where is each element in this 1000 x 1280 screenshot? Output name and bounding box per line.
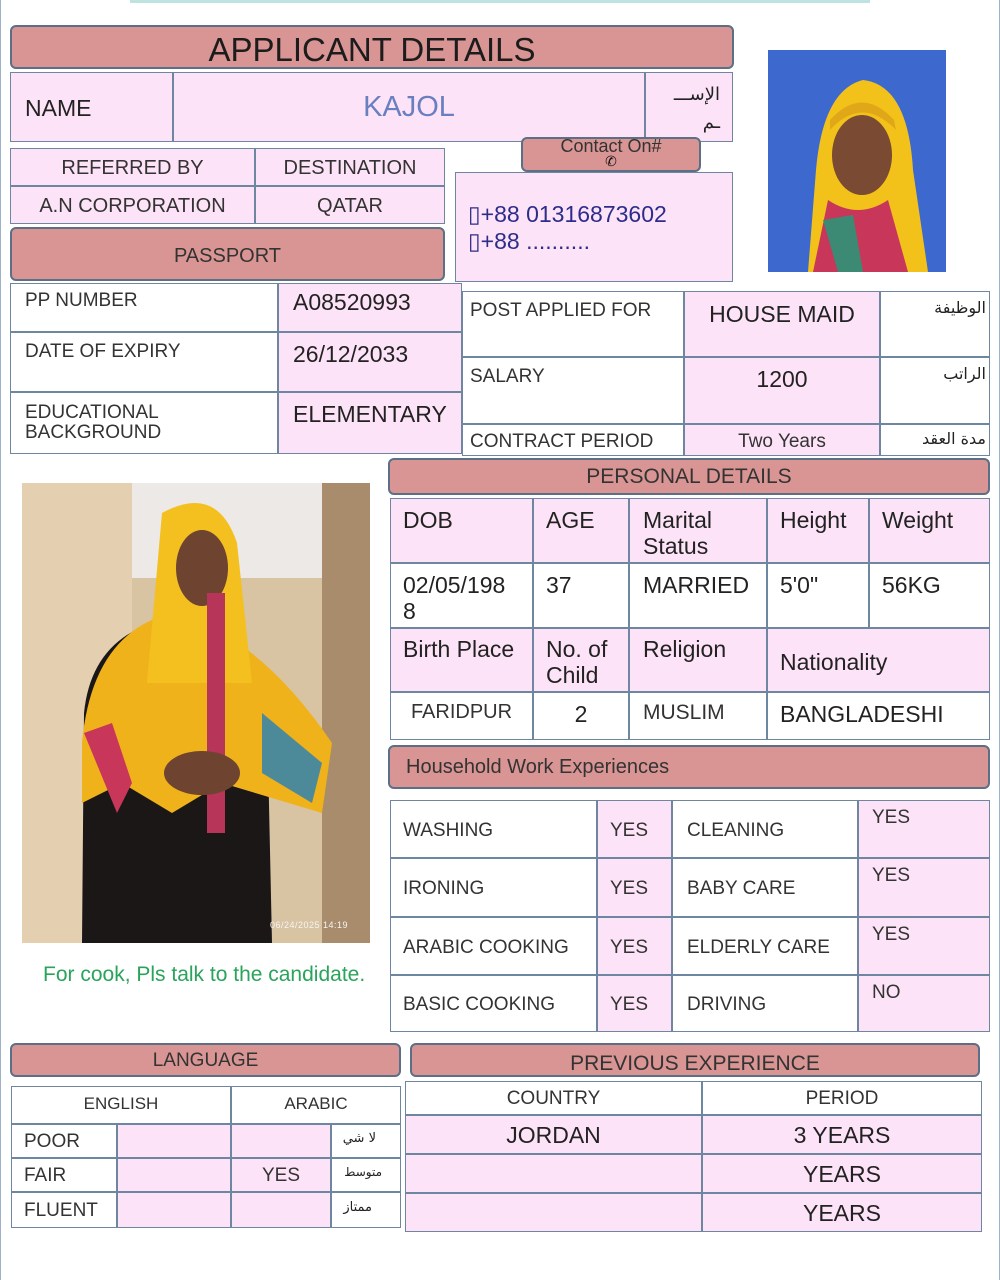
skill-basic-cooking-label: BASIC COOKING — [403, 994, 556, 1015]
dob-value-1: 02/05/198 — [403, 572, 506, 598]
contact-phone-1: ▯+88 01316873602 — [468, 201, 667, 227]
salary-value: 1200 — [756, 366, 808, 392]
previous-period-1: 3 YEARS — [793, 1122, 891, 1148]
contact-box — [455, 172, 733, 282]
contract-label-cell — [462, 424, 684, 456]
salary-label: SALARY — [470, 366, 545, 387]
applicant-passport-photo — [768, 50, 946, 272]
language-row-poor-level — [11, 1124, 117, 1158]
skill-baby-care-label: BABY CARE — [687, 878, 796, 899]
skill-ironing-label: IRONING — [403, 878, 485, 899]
salary-value-cell — [684, 357, 880, 424]
religion-value-cell — [629, 692, 767, 740]
contact-header — [521, 137, 701, 172]
birth-place-value: FARIDPUR — [410, 701, 513, 723]
name-label-cell — [10, 72, 173, 142]
phone-icon: ✆ — [605, 153, 617, 169]
language-poor-arabic-level: لا شي — [342, 1131, 376, 1146]
previous-row-1-country — [405, 1115, 702, 1154]
referred-by-value: A.N CORPORATION — [39, 195, 226, 217]
language-english-label: ENGLISH — [83, 1094, 159, 1113]
household-experience-title: Household Work Experiences — [406, 756, 670, 778]
previous-row-3-period — [702, 1193, 982, 1232]
page-title: APPLICANT DETAILS — [208, 31, 536, 68]
language-fluent-arabic-level: ممتاز — [343, 1200, 372, 1215]
post-arabic-cell — [880, 291, 990, 357]
marital-label-1: Marital — [643, 507, 713, 533]
skill-row-1-a-value — [597, 800, 672, 858]
skill-arabic-cooking-label: ARABIC COOKING — [403, 937, 569, 958]
skill-row-4-a-value — [597, 975, 672, 1032]
education-value: ELEMENTARY — [293, 401, 447, 427]
language-row-poor-english — [117, 1124, 231, 1158]
name-arabic-label: الإســـ ـم — [673, 84, 720, 133]
salary-label-cell — [462, 357, 684, 424]
skill-row-3-b-value — [858, 917, 990, 975]
previous-row-2-period — [702, 1154, 982, 1193]
height-value: 5'0" — [780, 572, 819, 598]
expiry-label-cell — [10, 332, 278, 392]
previous-country-header — [405, 1081, 702, 1115]
language-poor-label: POOR — [24, 1131, 80, 1152]
destination-label-cell — [255, 148, 445, 186]
language-row-poor-ar-level — [331, 1124, 401, 1158]
religion-label-cell — [629, 628, 767, 692]
applicant-name: KAJOL — [363, 91, 455, 123]
skill-baby-care-value: YES — [872, 865, 911, 886]
skill-row-4-b — [672, 975, 858, 1032]
previous-experience-header — [410, 1043, 980, 1077]
language-fluent-label: FLUENT — [24, 1200, 98, 1221]
applicant-details-header — [10, 25, 734, 69]
top-accent — [130, 0, 870, 3]
skill-row-2-b-value — [858, 858, 990, 917]
previous-row-1-period — [702, 1115, 982, 1154]
education-label-2: BACKGROUND — [25, 422, 162, 443]
language-row-fair-ar-level — [331, 1158, 401, 1192]
previous-experience-title: PREVIOUS EXPERIENCE — [570, 1052, 820, 1075]
post-arabic-label: الوظيفة — [934, 298, 986, 317]
nationality-label-cell — [767, 628, 990, 692]
language-row-fair-arabic — [231, 1158, 331, 1192]
nationality-value-cell — [767, 692, 990, 740]
marital-value: MARRIED — [643, 572, 750, 598]
cook-note: For cook, Pls talk to the candidate. — [43, 963, 366, 986]
skill-row-1-a — [390, 800, 597, 858]
destination-value-cell — [255, 186, 445, 224]
contract-value-cell — [684, 424, 880, 456]
age-label: AGE — [546, 507, 595, 533]
skill-cleaning-value: YES — [872, 807, 911, 828]
language-row-fair-level — [11, 1158, 117, 1192]
contract-value: Two Years — [738, 431, 826, 452]
skill-elderly-care-value: YES — [872, 924, 911, 945]
pp-number-value: A08520993 — [293, 289, 411, 315]
age-value-cell — [533, 563, 629, 628]
skill-row-4-b-value — [858, 975, 990, 1032]
height-label-cell — [767, 498, 869, 563]
nationality-label: Nationality — [780, 649, 888, 675]
language-fair-arabic-value: YES — [261, 1165, 301, 1186]
height-label: Height — [780, 507, 847, 533]
language-arabic-header — [231, 1086, 401, 1124]
skill-row-4-a — [390, 975, 597, 1032]
language-arabic-label: ARABIC — [284, 1094, 348, 1113]
education-value-cell — [278, 392, 462, 454]
marital-label-cell — [629, 498, 767, 563]
skill-washing-value: YES — [610, 820, 649, 841]
nationality-value: BANGLADESHI — [780, 701, 944, 727]
previous-period-header — [702, 1081, 982, 1115]
language-header — [10, 1043, 401, 1077]
skill-row-2-a — [390, 858, 597, 917]
language-row-fluent-ar-level — [331, 1192, 401, 1228]
language-row-poor-arabic — [231, 1124, 331, 1158]
skill-row-2-b — [672, 858, 858, 917]
personal-details-header — [388, 458, 990, 495]
previous-country-1: JORDAN — [506, 1122, 601, 1148]
name-label: NAME — [25, 95, 92, 121]
weight-label-cell — [869, 498, 990, 563]
personal-details-title: PERSONAL DETAILS — [586, 465, 792, 488]
age-value: 37 — [546, 572, 572, 598]
previous-row-3-country — [405, 1193, 702, 1232]
weight-label: Weight — [882, 507, 954, 533]
photo-timestamp: 06/24/2025 14:19 — [270, 920, 349, 930]
language-row-fluent-arabic — [231, 1192, 331, 1228]
education-label-1: EDUCATIONAL — [25, 402, 159, 423]
skill-cleaning-label: CLEANING — [687, 820, 785, 841]
child-label-cell — [533, 628, 629, 692]
post-value: HOUSE MAID — [709, 301, 855, 327]
language-fair-arabic-level: متوسط — [344, 1165, 382, 1179]
pp-number-value-cell — [278, 283, 462, 332]
child-value: 2 — [574, 701, 588, 727]
previous-period-label: PERIOD — [805, 1088, 879, 1109]
dob-label: DOB — [403, 507, 453, 533]
previous-period-3: YEARS — [803, 1200, 881, 1226]
destination-label: DESTINATION — [283, 157, 417, 179]
skill-row-3-b — [672, 917, 858, 975]
marital-value-cell — [629, 563, 767, 628]
dob-value-cell — [390, 563, 533, 628]
contract-arabic-cell — [880, 424, 990, 456]
skill-elderly-care-label: ELDERLY CARE — [687, 937, 830, 958]
contract-label: CONTRACT PERIOD — [470, 431, 654, 452]
weight-value-cell — [869, 563, 990, 628]
previous-period-2: YEARS — [803, 1161, 881, 1187]
birth-place-label: Birth Place — [403, 636, 515, 662]
destination-value: QATAR — [317, 195, 383, 217]
child-label-1: No. of — [546, 636, 608, 662]
post-label-cell — [462, 291, 684, 357]
skill-row-1-b — [672, 800, 858, 858]
skill-driving-label: DRIVING — [687, 994, 767, 1015]
expiry-value-cell — [278, 332, 462, 392]
referred-by-label: REFERRED BY — [61, 157, 204, 179]
birth-place-value-cell — [390, 692, 533, 740]
skill-row-3-a-value — [597, 917, 672, 975]
skill-row-1-b-value — [858, 800, 990, 858]
contract-arabic-label: مدة العقد — [922, 429, 986, 448]
child-label-2: Child — [546, 662, 599, 688]
birth-place-label-cell — [390, 628, 533, 692]
household-experience-header — [388, 745, 990, 789]
passport-title: PASSPORT — [173, 245, 282, 267]
name-arabic-cell — [645, 72, 733, 142]
weight-value: 56KG — [882, 572, 941, 598]
name-value-cell — [173, 72, 645, 142]
contact-phone-2: ▯+88 .......... — [468, 228, 590, 254]
skill-basic-cooking-value: YES — [610, 994, 649, 1015]
passport-header — [10, 227, 445, 281]
referred-by-label-cell — [10, 148, 255, 186]
language-fair-label: FAIR — [24, 1165, 67, 1186]
dob-value-2: 8 — [403, 598, 416, 624]
skill-row-2-a-value — [597, 858, 672, 917]
skill-row-3-a — [390, 917, 597, 975]
post-label: POST APPLIED FOR — [470, 300, 652, 321]
skill-washing-label: WASHING — [403, 820, 494, 841]
age-label-cell — [533, 498, 629, 563]
height-value-cell — [767, 563, 869, 628]
expiry-label: DATE OF EXPIRY — [25, 341, 181, 362]
child-value-cell — [533, 692, 629, 740]
referred-by-value-cell — [10, 186, 255, 224]
language-english-header — [11, 1086, 231, 1124]
salary-arabic-cell — [880, 357, 990, 424]
pp-number-label-cell — [10, 283, 278, 332]
religion-value: MUSLIM — [643, 701, 725, 724]
pp-number-label: PP NUMBER — [25, 290, 138, 311]
language-row-fluent-english — [117, 1192, 231, 1228]
religion-label: Religion — [643, 636, 727, 662]
education-label-cell — [10, 392, 278, 454]
post-value-cell — [684, 291, 880, 357]
applicant-full-photo — [22, 483, 370, 943]
language-title: LANGUAGE — [152, 1050, 259, 1071]
previous-row-2-country — [405, 1154, 702, 1193]
skill-driving-value: NO — [872, 982, 901, 1003]
previous-country-label: COUNTRY — [506, 1088, 601, 1109]
contact-label: Contact On# — [560, 136, 662, 156]
marital-label-2: Status — [643, 533, 709, 559]
salary-arabic-label: الراتب — [943, 364, 986, 383]
expiry-value: 26/12/2033 — [293, 341, 409, 367]
skill-arabic-cooking-value: YES — [610, 937, 649, 958]
skill-ironing-value: YES — [610, 878, 649, 899]
dob-label-cell — [390, 498, 533, 563]
language-row-fluent-level — [11, 1192, 117, 1228]
language-row-fair-english — [117, 1158, 231, 1192]
